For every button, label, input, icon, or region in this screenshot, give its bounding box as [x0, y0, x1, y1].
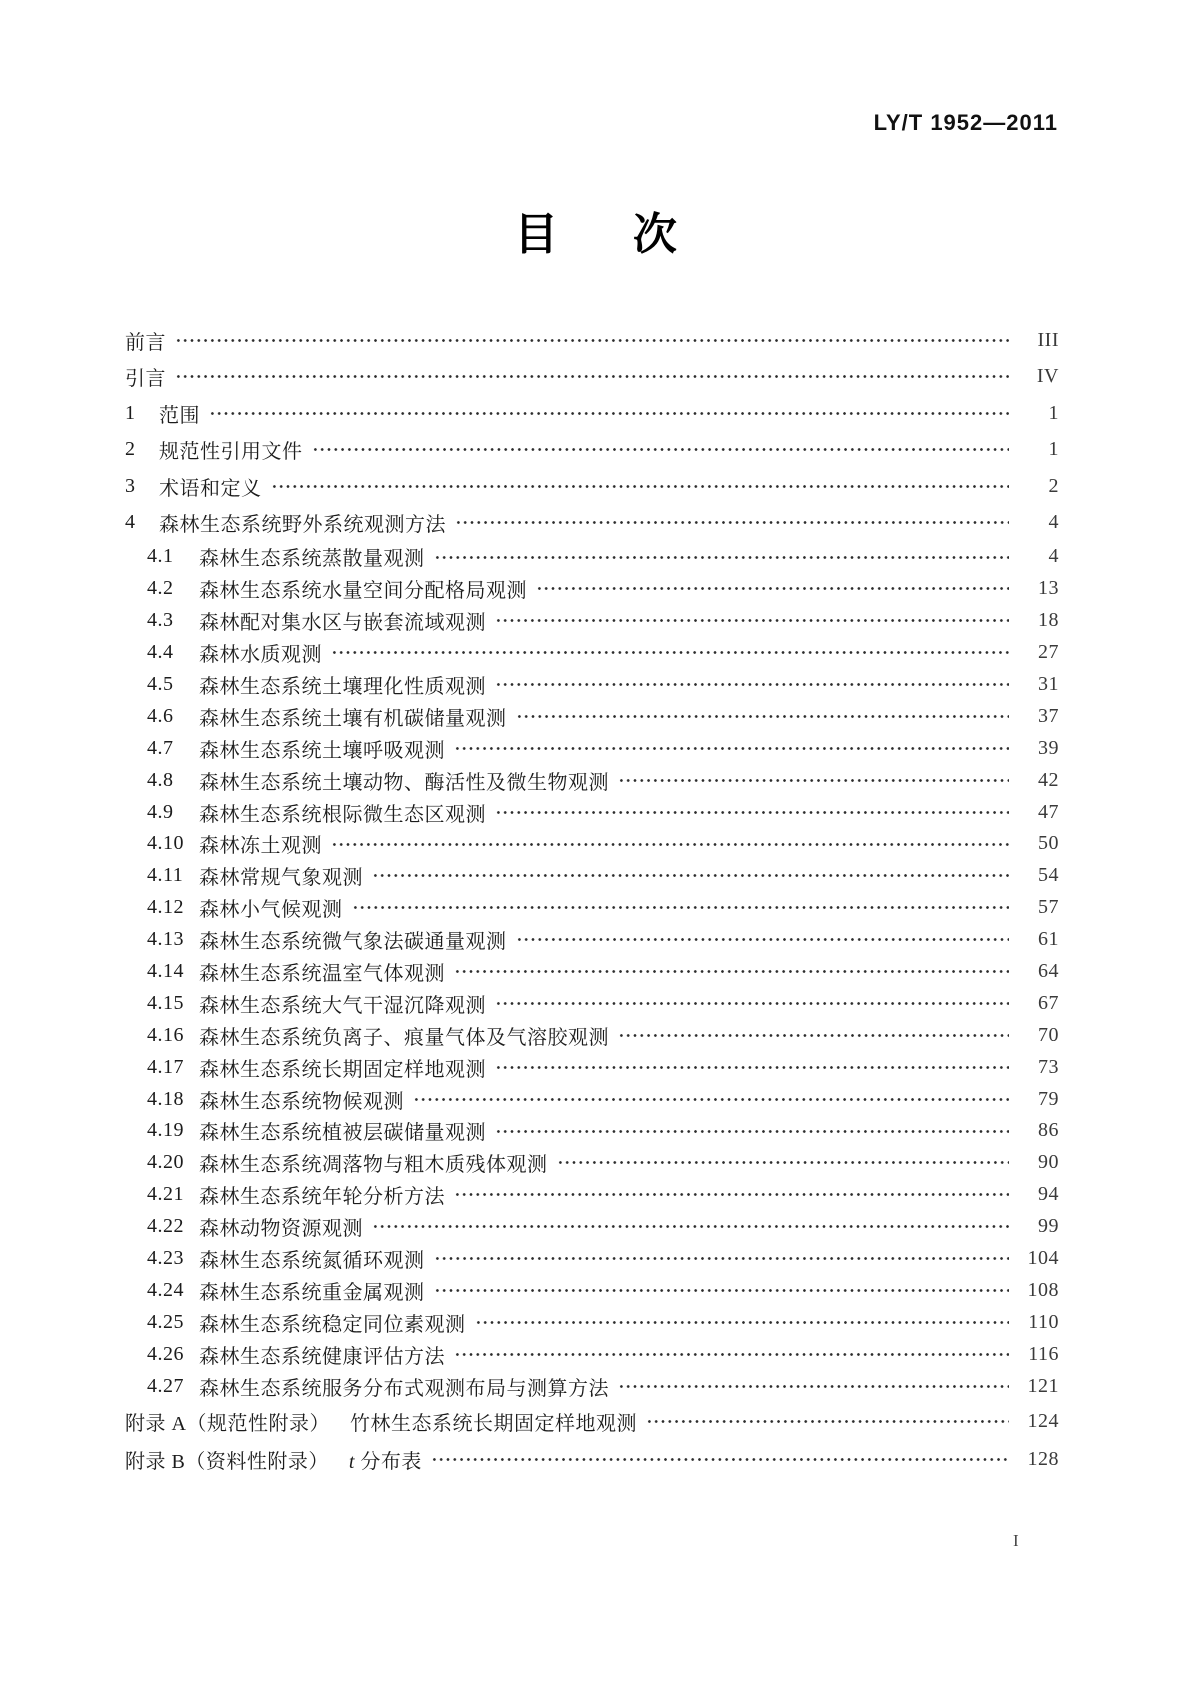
- toc-entry-number: 4.2: [147, 577, 174, 600]
- toc-entry: [125, 1338, 1059, 1370]
- toc-leader-dots: [331, 828, 1009, 860]
- toc-entry-page: 79: [1038, 1087, 1059, 1110]
- toc-entry-number: 4.22: [147, 1215, 184, 1238]
- toc-entry: [125, 1243, 1059, 1275]
- toc-leader-dots: [434, 541, 1010, 573]
- toc-entry-page: 50: [1038, 832, 1059, 855]
- toc-leader-dots: [352, 892, 1010, 924]
- toc-entry-label-italic: t: [348, 1450, 355, 1473]
- toc-entry-label-rest: 分布表: [354, 1450, 422, 1473]
- toc-entry: [125, 541, 1059, 573]
- toc-leader-dots: [455, 505, 1009, 542]
- toc-entry: [125, 796, 1059, 828]
- toc-leader-dots: [372, 1211, 1009, 1243]
- toc-entry-page: 124: [1027, 1409, 1059, 1432]
- toc-entry: [125, 573, 1059, 605]
- toc-entry-label: 森林生态系统根际微生态区观测: [199, 803, 486, 826]
- toc-entry-number: 4.1: [147, 545, 174, 568]
- toc-entry: [125, 1051, 1059, 1083]
- toc-entry: [125, 956, 1059, 988]
- toc-entry: [125, 1274, 1059, 1306]
- toc-leader-dots: [618, 764, 1009, 796]
- toc-entry-page: 31: [1038, 673, 1059, 695]
- toc-entry-label: 森林小气候观测: [199, 899, 343, 922]
- toc-leader-dots: [372, 860, 1009, 892]
- toc-entry: [125, 322, 1059, 359]
- toc-leader-dots: [618, 1370, 1009, 1402]
- toc-entry: [125, 1083, 1059, 1115]
- toc-leader-dots: [516, 700, 1010, 732]
- toc-entry-number: 4.14: [147, 960, 184, 983]
- toc-entry: [125, 1115, 1059, 1147]
- toc-leader-dots: [454, 956, 1009, 988]
- toc-entry: [125, 505, 1059, 542]
- toc-entry: [125, 1440, 1059, 1478]
- toc-entry-label: 森林生态系统物候观测: [199, 1090, 404, 1113]
- toc-entry-number: 4.8: [147, 768, 174, 791]
- toc-entry: [125, 1370, 1059, 1402]
- toc-entry-label: 竹林生态系统长期固定样地观测: [349, 1412, 637, 1435]
- toc-entry-number: 4.25: [147, 1310, 184, 1333]
- toc-entry-label: 森林生态系统健康评估方法: [199, 1345, 445, 1368]
- toc-leader-dots: [434, 1243, 1010, 1275]
- toc-entry-page: 27: [1038, 641, 1059, 664]
- toc-entry-label: 森林生态系统大气干湿沉降观测: [199, 994, 486, 1017]
- toc-leader-dots: [618, 1019, 1009, 1051]
- toc-entry-number: 4.4: [147, 641, 174, 664]
- toc-entry-page: IV: [1036, 365, 1059, 388]
- toc-entry-page: 99: [1038, 1215, 1059, 1238]
- toc-entry-label: 森林生态系统植被层碳储量观测: [199, 1122, 486, 1145]
- toc-leader-dots: [312, 432, 1010, 469]
- footer-page-number: I: [1013, 1531, 1019, 1550]
- toc-entry-label: 森林生态系统土壤呼吸观测: [199, 739, 445, 762]
- toc-leader-dots: [495, 796, 1009, 828]
- toc-leader-dots: [271, 468, 1010, 505]
- toc-entry-page: 121: [1027, 1374, 1059, 1397]
- toc-entry-page: 73: [1038, 1055, 1059, 1078]
- toc-entry-number: 4.3: [147, 609, 174, 632]
- toc-entry-label: 森林动物资源观测: [199, 1218, 363, 1241]
- toc-entry-number: 4.13: [147, 928, 184, 951]
- toc-entry-page: 39: [1038, 736, 1059, 759]
- toc-entry-page: 37: [1038, 704, 1059, 727]
- toc-entry-label: 森林生态系统蒸散量观测: [199, 548, 425, 571]
- toc-entry-number: 4.5: [147, 673, 174, 695]
- toc-entry-number: 4.9: [147, 800, 174, 823]
- toc-leader-dots: [475, 1306, 1010, 1338]
- toc-entry-page: 104: [1027, 1247, 1059, 1270]
- toc-leader-dots: [175, 359, 1009, 396]
- toc-entry-number: 3: [125, 474, 136, 497]
- toc-entry-label: 森林生态系统土壤有机碳储量观测: [199, 707, 507, 730]
- toc-leader-dots: [646, 1402, 1009, 1440]
- toc-entry-page: 4: [1048, 511, 1059, 534]
- toc-entry-page: 70: [1038, 1023, 1059, 1046]
- toc-entry-page: 128: [1027, 1447, 1059, 1470]
- toc-entry-number: 4: [125, 511, 136, 534]
- toc-entry-label: 规范性引用文件: [159, 441, 303, 464]
- toc-entry-label: 森林水质观测: [199, 644, 322, 667]
- standard-number: LY/T 1952—2011: [873, 110, 1058, 135]
- toc-entry: [125, 987, 1059, 1019]
- toc-entry-page: 13: [1038, 577, 1059, 600]
- toc-leader-dots: [454, 1338, 1009, 1370]
- toc-entry: [125, 860, 1059, 892]
- toc-entry-page: 108: [1027, 1278, 1059, 1301]
- toc-entry-page: 64: [1038, 960, 1059, 983]
- toc-entry-number: 附录 B（资料性附录）: [125, 1450, 329, 1473]
- toc-entry-page: 86: [1038, 1119, 1059, 1142]
- toc-entry-label: 森林生态系统水量空间分配格局观测: [199, 580, 527, 603]
- toc-entry: [125, 605, 1059, 637]
- toc-entry: [125, 924, 1059, 956]
- toc-entry-label: 前言: [125, 331, 166, 354]
- toc-entry-number: 1: [125, 401, 136, 424]
- toc-entry-number: 4.11: [147, 864, 184, 887]
- toc-entry: [125, 359, 1059, 396]
- toc-entry: [125, 892, 1059, 924]
- toc-entry-number: 4.21: [147, 1183, 184, 1206]
- toc-leader-dots: [431, 1440, 1009, 1478]
- toc-leader-dots: [454, 1179, 1009, 1211]
- toc-entry-label: 森林生态系统长期固定样地观测: [199, 1058, 486, 1081]
- toc-entry-page: 2: [1048, 474, 1059, 497]
- toc-entry-number: 4.7: [147, 736, 174, 759]
- toc-leader-dots: [209, 395, 1009, 432]
- toc-entry: [125, 1179, 1059, 1211]
- toc-entry-page: 47: [1038, 800, 1059, 823]
- toc-entry-label: 森林生态系统负离子、痕量气体及气溶胶观测: [199, 1026, 609, 1049]
- toc-leader-dots: [434, 1274, 1010, 1306]
- toc-entry-number: 4.18: [147, 1087, 184, 1110]
- toc-leader-dots: [175, 322, 1009, 359]
- toc-leader-dots: [495, 987, 1009, 1019]
- toc-entry-number: 4.23: [147, 1247, 184, 1270]
- table-of-contents: [125, 322, 1059, 1478]
- toc-entry: [125, 1402, 1059, 1440]
- toc-entry-label: 森林生态系统土壤理化性质观测: [199, 676, 486, 698]
- toc-entry-number: 4.6: [147, 704, 174, 727]
- toc-entry-page: 94: [1038, 1183, 1059, 1206]
- toc-entry: [125, 637, 1059, 669]
- toc-entry: [125, 395, 1059, 432]
- toc-entry-label: [349, 1445, 422, 1474]
- toc-entry-number: 4.10: [147, 832, 184, 855]
- toc-entry-label: 森林生态系统重金属观测: [199, 1281, 425, 1304]
- toc-entry-label: 森林生态系统凋落物与粗木质残体观测: [199, 1154, 548, 1177]
- toc-leader-dots: [495, 605, 1009, 637]
- toc-entry-page: 1: [1048, 401, 1059, 424]
- toc-entry-label: 森林常规气象观测: [199, 867, 363, 890]
- toc-entry: [125, 432, 1059, 469]
- toc-entry: [125, 1211, 1059, 1243]
- toc-entry-label: 森林生态系统年轮分析方法: [199, 1186, 445, 1209]
- toc-leader-dots: [413, 1083, 1009, 1115]
- toc-entry-page: 57: [1038, 896, 1059, 919]
- toc-entry: [125, 1019, 1059, 1051]
- page-title-text: 目次: [514, 210, 752, 259]
- toc-entry-number: 4.26: [147, 1342, 184, 1365]
- toc-entry: [125, 1147, 1059, 1179]
- toc-entry-label: 森林冻土观测: [199, 835, 322, 858]
- toc-entry-number: 4.15: [147, 991, 184, 1014]
- toc-entry-page: III: [1037, 328, 1059, 351]
- toc-entry-page: 61: [1038, 928, 1059, 951]
- toc-entry-number: 4.20: [147, 1151, 184, 1174]
- toc-leader-dots: [495, 669, 1009, 701]
- toc-leader-dots: [557, 1147, 1010, 1179]
- toc-entry: [125, 669, 1059, 701]
- toc-entry-number: 4.16: [147, 1023, 184, 1046]
- toc-entry-page: 67: [1038, 991, 1059, 1014]
- toc-entry-label: 森林生态系统氮循环观测: [199, 1250, 425, 1273]
- toc-leader-dots: [495, 1051, 1009, 1083]
- toc-leader-dots: [495, 1115, 1009, 1147]
- toc-leader-dots: [516, 924, 1010, 956]
- toc-entry-label: 森林生态系统稳定同位素观测: [199, 1313, 466, 1336]
- toc-entry-label: 森林生态系统服务分布式观测布局与测算方法: [199, 1377, 609, 1400]
- page-title: [0, 198, 1191, 262]
- toc-entry-page: 90: [1038, 1151, 1059, 1174]
- toc-entry: [125, 468, 1059, 505]
- toc-entry: [125, 700, 1059, 732]
- toc-entry-label: 森林生态系统微气象法碳通量观测: [199, 931, 507, 954]
- toc-entry-page: 54: [1038, 864, 1059, 887]
- toc-entry-label: 引言: [125, 368, 166, 391]
- toc-entry-page: 18: [1038, 609, 1059, 632]
- toc-entry-page: 4: [1048, 545, 1059, 568]
- toc-entry-label: 森林生态系统野外系统观测方法: [159, 514, 446, 537]
- toc-entry-label: 森林生态系统土壤动物、酶活性及微生物观测: [199, 771, 609, 794]
- toc-entry-number: 4.24: [147, 1278, 184, 1301]
- toc-leader-dots: [331, 637, 1009, 669]
- toc-leader-dots: [454, 732, 1009, 764]
- toc-entry-number: 4.19: [147, 1119, 184, 1142]
- toc-entry-page: 116: [1028, 1342, 1059, 1365]
- toc-entry-number: 2: [125, 438, 136, 461]
- toc-entry: [125, 764, 1059, 796]
- toc-entry-number: 附录 A（规范性附录）: [125, 1412, 330, 1435]
- toc-entry: [125, 1306, 1059, 1338]
- toc-leader-dots: [536, 573, 1009, 605]
- toc-entry-label: 森林生态系统温室气体观测: [199, 963, 445, 986]
- toc-entry-page: 110: [1028, 1310, 1059, 1333]
- toc-entry-label: 森林配对集水区与嵌套流域观测: [199, 612, 486, 635]
- toc-entry-label: 范围: [159, 404, 200, 427]
- toc-entry: [125, 732, 1059, 764]
- toc-entry-number: 4.17: [147, 1055, 184, 1078]
- toc-entry-number: 4.12: [147, 896, 184, 919]
- toc-entry: [125, 828, 1059, 860]
- toc-entry-page: 1: [1048, 438, 1059, 461]
- toc-entry-page: 42: [1038, 768, 1059, 791]
- toc-entry-label: 术语和定义: [159, 477, 262, 500]
- toc-entry-number: 4.27: [147, 1374, 184, 1397]
